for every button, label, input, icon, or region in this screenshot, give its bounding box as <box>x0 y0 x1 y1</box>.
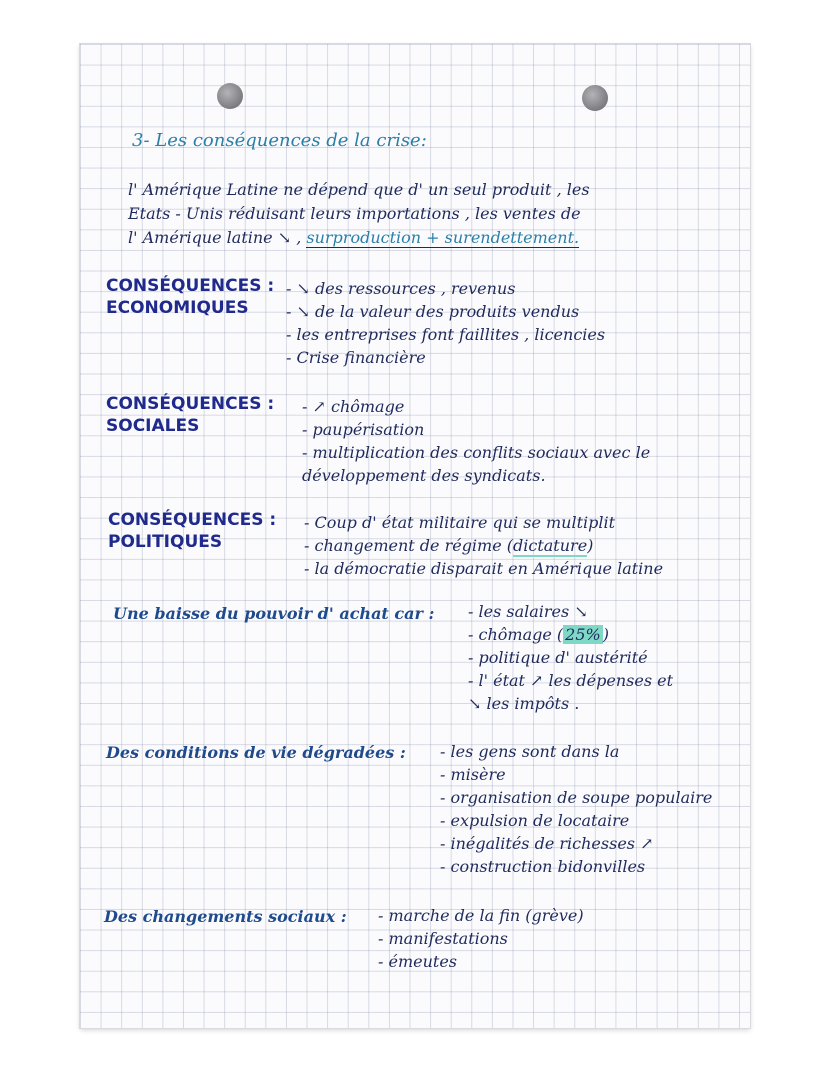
list-item: - ↗ chômage <box>302 397 405 416</box>
list-item: - Crise financière <box>286 348 426 367</box>
sociaux-heading: Des changements sociaux : <box>104 907 347 926</box>
list-item: - politique d' austérité <box>468 648 648 667</box>
soc-heading <box>106 393 274 437</box>
list-item: - émeutes <box>378 952 458 971</box>
pol-heading <box>108 509 276 553</box>
pol-heading-line-1: CONSÉQUENCES : <box>108 510 277 530</box>
list-item: - paupérisation <box>302 420 425 439</box>
pol-list <box>304 511 663 580</box>
list-item <box>304 534 663 557</box>
eco-heading-line-2: ECONOMIQUES <box>106 298 249 318</box>
percent-highlight: 25% <box>565 625 601 644</box>
list-item: - expulsion de locataire <box>440 811 630 830</box>
pol-heading-line-2: POLITIQUES <box>108 532 223 552</box>
list-item: - organisation de soupe populaire <box>440 788 713 807</box>
soc-list <box>302 395 650 487</box>
list-item: - ↘ de la valeur des produits vendus <box>286 302 580 321</box>
list-item: - marche de la fin (grève) <box>378 906 584 925</box>
binder-hole-right <box>582 85 608 111</box>
vie-list <box>440 740 712 878</box>
intro-highlight: surproduction + surendettement. <box>306 228 580 247</box>
list-item: - les gens sont dans la <box>440 742 620 761</box>
list-item: développement des syndicats. <box>302 466 546 485</box>
list-item: - les salaires ↘ <box>468 602 588 621</box>
intro-line-2: Etats - Unis réduisant leurs importations , les ventes de <box>128 204 581 223</box>
list-item: - misère <box>440 765 506 784</box>
list-item <box>468 623 673 646</box>
list-item: - la démocratie disparait en Amérique latine <box>304 559 664 578</box>
intro-line-3 <box>128 226 590 250</box>
list-item: - Coup d' état militaire qui se multiplit <box>304 513 616 532</box>
list-item: - construction bidonvilles <box>440 857 646 876</box>
pol-item-2-start: - changement de régime ( <box>304 536 514 555</box>
achat-item-2-start: - chômage ( <box>468 625 564 644</box>
achat-item-2-end: ) <box>602 625 609 644</box>
soc-heading-line-2: SOCIALES <box>106 416 200 436</box>
binder-hole-left <box>217 83 243 109</box>
list-item: ↘ les impôts . <box>468 694 580 713</box>
list-item: - inégalités de richesses ↗ <box>440 834 654 853</box>
intro-line-1: l' Amérique Latine ne dépend que d' un seul produit , les <box>128 180 590 199</box>
vie-heading: Des conditions de vie dégradées : <box>106 743 406 762</box>
list-item: - manifestations <box>378 929 508 948</box>
list-item: - l' état ↗ les dépenses et <box>468 671 674 690</box>
dictature-highlight: dictature <box>513 536 588 555</box>
eco-heading-line-1: CONSÉQUENCES : <box>106 276 275 296</box>
achat-heading: Une baisse du pouvoir d' achat car : <box>113 604 435 623</box>
intro-paragraph <box>128 178 590 250</box>
eco-list <box>286 277 605 369</box>
list-item: - multiplication des conflits sociaux avec le <box>302 443 651 462</box>
list-item: - ↘ des ressources , revenus <box>286 279 516 298</box>
section-title: 3- Les conséquences de la crise: <box>132 130 427 151</box>
sociaux-list <box>378 904 584 973</box>
pol-item-2-end: ) <box>587 536 594 555</box>
intro-line-3-start: l' Amérique latine ↘ , <box>128 228 307 247</box>
list-item: - les entreprises font faillites , licencies <box>286 325 606 344</box>
eco-heading <box>106 275 274 319</box>
soc-heading-line-1: CONSÉQUENCES : <box>106 394 275 414</box>
achat-list <box>468 600 673 715</box>
